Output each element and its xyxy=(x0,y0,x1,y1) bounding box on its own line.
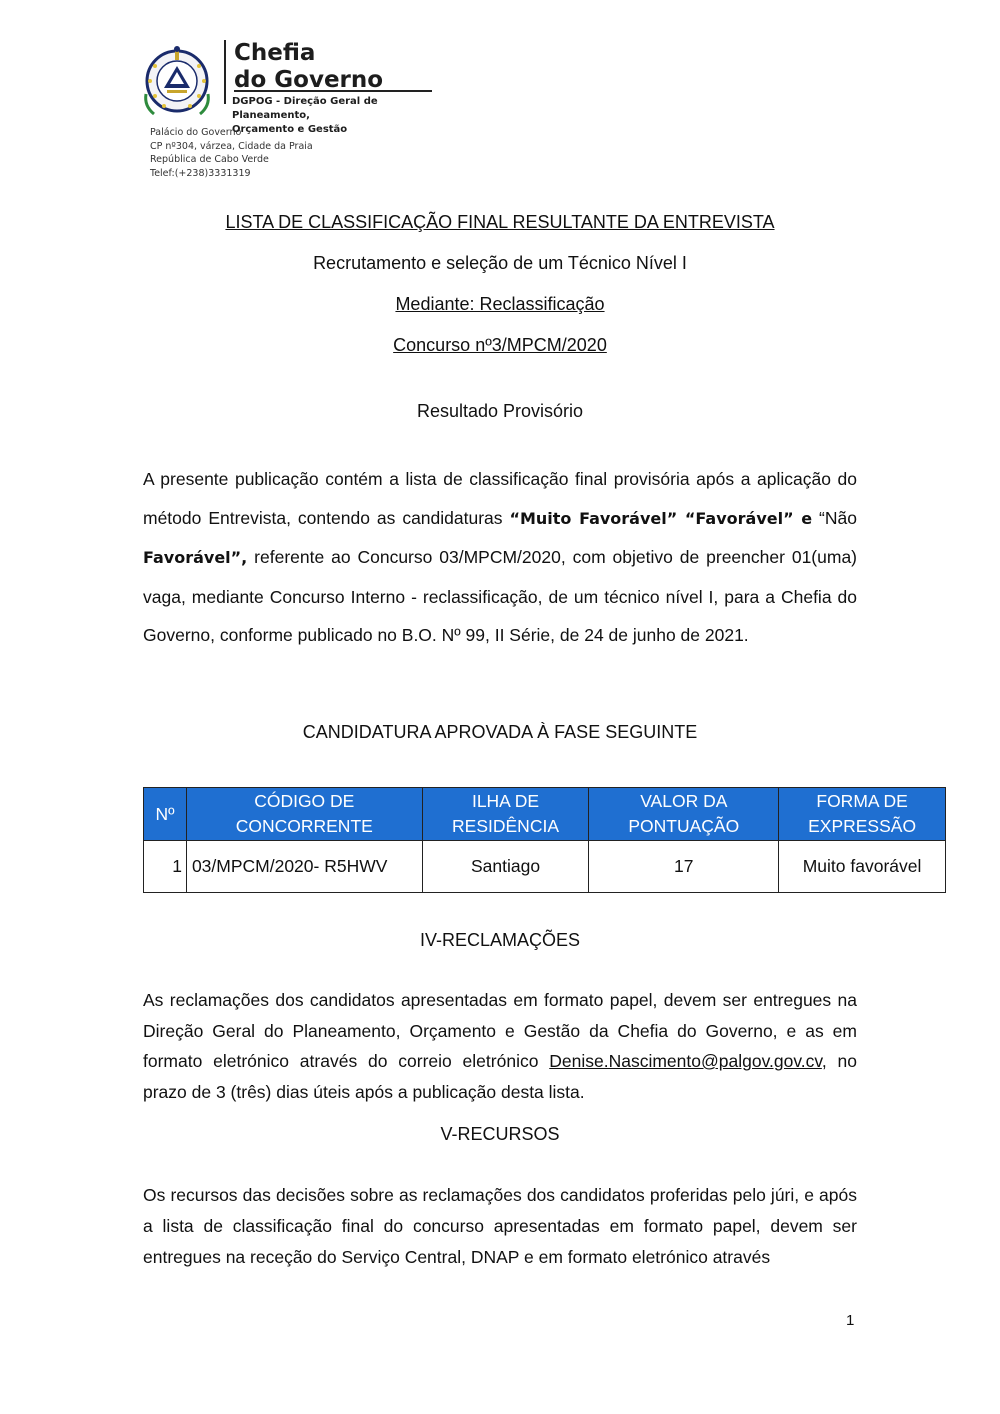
cell-expression: Muito favorável xyxy=(779,841,946,893)
results-table xyxy=(143,787,946,893)
intro-text: A presente publicação contém a lista de classificação final provisória após a aplicação do método Entrevista, contendo as candidaturas xyxy=(143,469,857,528)
department-line2: Orçamento e Gestão xyxy=(232,124,348,135)
result-status: Resultado Provisório xyxy=(416,401,584,421)
cabo-verde-seal-icon xyxy=(140,44,214,118)
document-title: LISTA DE CLASSIFICAÇÃO FINAL RESULTANTE DA ENTREVISTA xyxy=(225,212,775,232)
header-island: ILHA DE RESIDÊNCIA xyxy=(422,788,589,841)
organization-name-line1: Chefia xyxy=(234,40,316,66)
intro-text: referente ao Concurso 03/MPCM/2020, com objetivo de preencher 01(uma) vaga, mediante Concurso Interno - reclassificação, de um técnico nível I, para a Chefia do Governo, conforme publicado no B.O. Nº 99, II Série, de 24 de junho de 2021. xyxy=(143,547,857,645)
complaints-heading: IV-RECLAMAÇÕES xyxy=(419,930,581,950)
address-block xyxy=(150,126,313,180)
header-logo xyxy=(140,40,440,140)
header-code: CÓDIGO DE CONCORRENTE xyxy=(186,788,422,841)
complaints-text: As reclamações dos candidatos apresentadas em formato papel, devem ser entregues na Direção Geral do Planeamento, Orçamento e Gestão da Chefia do Governo, e as em formato eletrónico através do correio eletrónico xyxy=(143,990,857,1071)
selection-mode: Mediante: Reclassificação xyxy=(395,294,605,314)
table-row xyxy=(144,841,946,893)
page-number: 1 xyxy=(846,1312,855,1329)
table-header-row xyxy=(144,788,946,841)
cell-score: 17 xyxy=(589,841,779,893)
cell-num: 1 xyxy=(144,841,187,893)
department-line1: DGPOG - Direção Geral de Planeamento, xyxy=(232,96,378,121)
address-line: Palácio do Governo xyxy=(150,127,242,138)
intro-bold-text: “Muito Favorável” “Favorável” e xyxy=(509,508,813,528)
header-divider xyxy=(234,90,432,92)
organization-name-line2: do Governo xyxy=(234,67,384,93)
address-line: República de Cabo Verde xyxy=(150,154,269,165)
appeals-heading: V-RECURSOS xyxy=(440,1124,560,1144)
intro-bold-text: Favorável”, xyxy=(143,548,248,567)
complaints-email-link[interactable]: Denise.Nascimento@palgov.gov.cv xyxy=(549,1051,822,1071)
cell-island: Santiago xyxy=(422,841,589,893)
header-expression: FORMA DE EXPRESSÃO xyxy=(779,788,946,841)
address-line: Telef:(+238)3331319 xyxy=(150,167,251,179)
complaints-paragraph xyxy=(143,985,857,1107)
header-score: VALOR DA PONTUAÇÃO xyxy=(589,788,779,841)
intro-paragraph xyxy=(143,460,857,655)
document-subtitle: Recrutamento e seleção de um Técnico Nível I xyxy=(313,253,687,273)
header-num: Nº xyxy=(144,788,187,841)
complaints-text: , no prazo de 3 (três) dias úteis após a publicação desta lista. xyxy=(143,1051,857,1102)
cell-code: 03/MPCM/2020- R5HWV xyxy=(186,841,422,893)
intro-text: “Não xyxy=(812,507,857,528)
approved-section-heading: CANDIDATURA APROVADA À FASE SEGUINTE xyxy=(302,722,698,742)
appeals-paragraph: Os recursos das decisões sobre as reclamações dos candidatos proferidas pelo júri, e após a lista de classificação final do concurso apresentadas em formato papel, devem ser entregues na receção do Serviço Central, DNAP e em formato eletrónico através xyxy=(143,1185,857,1267)
address-line: CP nº304, várzea, Cidade da Praia xyxy=(150,140,313,152)
contest-number: Concurso nº3/MPCM/2020 xyxy=(393,335,607,355)
